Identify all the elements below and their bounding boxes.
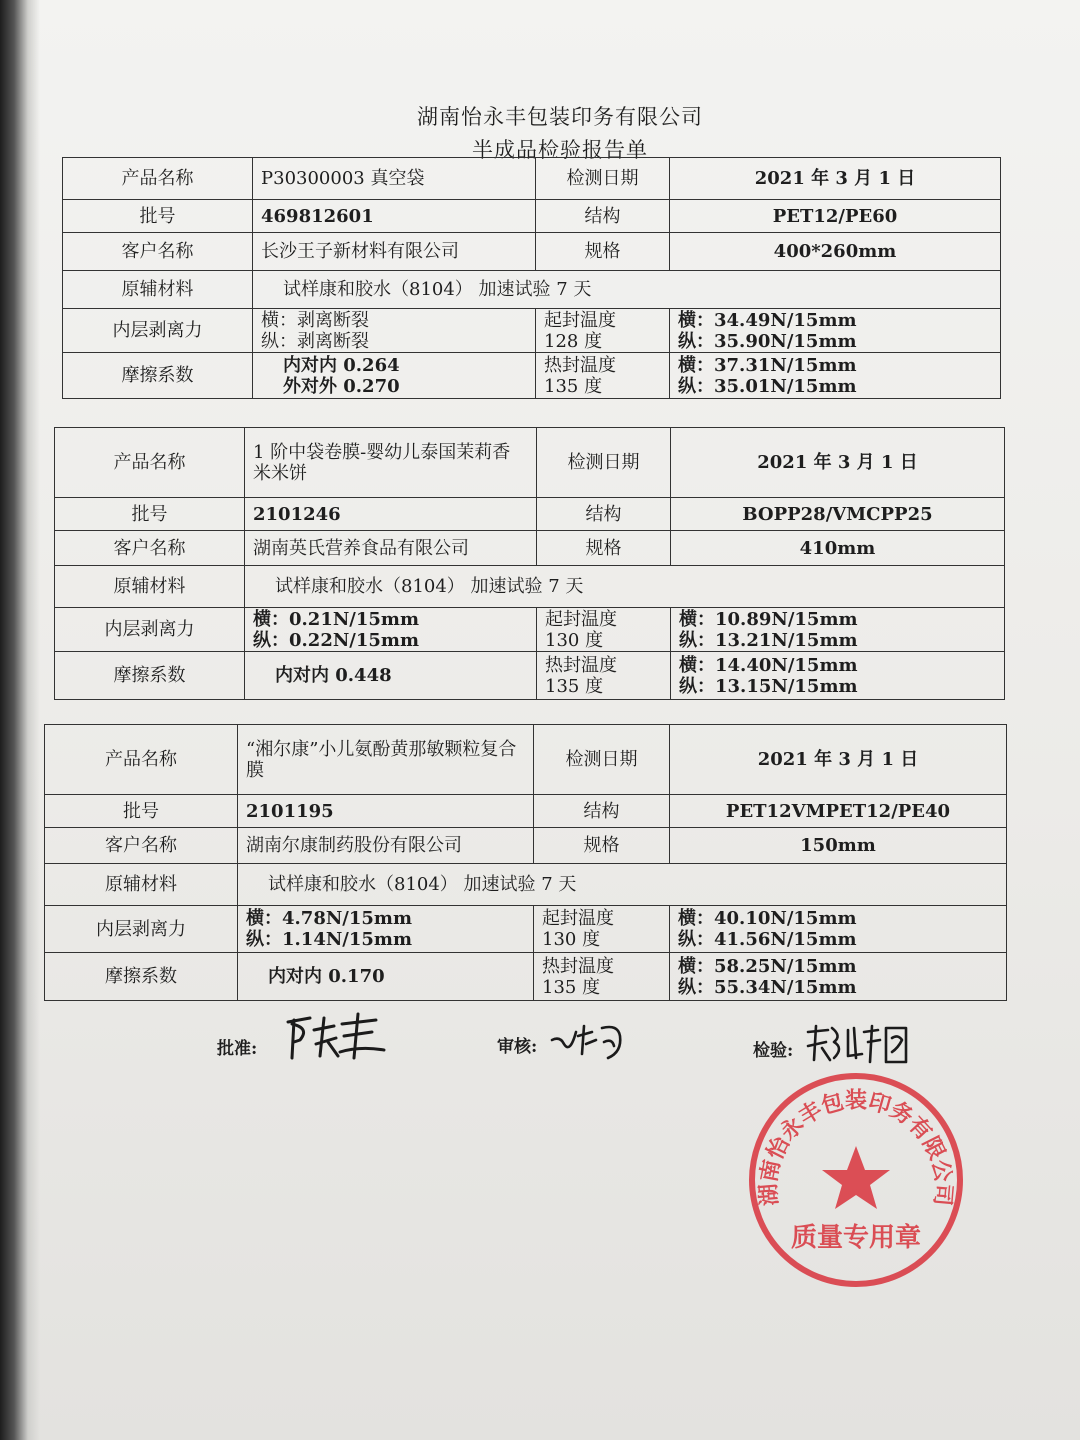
- structure-value: BOPP28/VMCPP25: [671, 498, 1005, 531]
- heat-values: [671, 652, 1005, 700]
- product-name-value: 1 阶中袋卷膜-婴幼儿泰国茉莉香米米饼: [245, 428, 537, 498]
- structure-value: PET12VMPET12/PE40: [670, 795, 1007, 828]
- seal-values: [670, 309, 1001, 353]
- friction-inner: 内对内 0.448: [275, 665, 392, 686]
- batch-no-label: 批号: [63, 200, 253, 233]
- batch-no-label: 批号: [55, 498, 245, 531]
- report-table-3: [44, 724, 1007, 1001]
- report-title: 半成品检验报告单: [472, 138, 648, 162]
- report-table-2: [54, 427, 1005, 700]
- inspect-date-label: 检测日期: [534, 725, 670, 795]
- heat-values: [670, 353, 1001, 399]
- friction-values: [253, 353, 536, 399]
- peel-vertical: 纵：0.22N/15mm: [253, 629, 420, 651]
- heat-horizontal: 横：58.25N/15mm: [678, 955, 857, 977]
- peel-vertical: 纵：1.14N/15mm: [246, 929, 413, 950]
- heat-temp-label: 热封温度: [542, 955, 614, 977]
- seal-temp-cell: [536, 309, 670, 353]
- batch-no-value: 2101246: [245, 498, 537, 531]
- customer-label: 客户名称: [63, 233, 253, 271]
- svg-text:湖南怡永丰包装印务有限公司: 湖南怡永丰包装印务有限公司: [756, 1088, 956, 1207]
- peel-label: 内层剥离力: [63, 309, 253, 353]
- seal-horizontal: 横：10.89N/15mm: [679, 608, 858, 630]
- inspect-date-value: 2021 年 3 月 1 日: [671, 428, 1005, 498]
- spec-value: 410mm: [671, 531, 1005, 566]
- heat-vertical: 纵：55.34N/15mm: [678, 976, 857, 998]
- structure-label: 结构: [536, 200, 670, 233]
- friction-values: [245, 652, 537, 700]
- quality-seal-stamp: [744, 1068, 968, 1292]
- structure-value: PET12/PE60: [670, 200, 1001, 233]
- seal-vertical: 纵：35.90N/15mm: [678, 330, 857, 352]
- seal-temp-label: 起封温度: [545, 608, 617, 630]
- heat-temp-cell: [536, 353, 670, 399]
- peel-values: [253, 309, 536, 353]
- peel-label: 内层剥离力: [55, 608, 245, 652]
- product-name-label: 产品名称: [55, 428, 245, 498]
- material-label: 原辅材料: [55, 566, 245, 608]
- friction-label: 摩擦系数: [45, 953, 238, 1001]
- inspect-date-label: 检测日期: [536, 158, 670, 200]
- svg-text:质量专用章: 质量专用章: [790, 1223, 922, 1253]
- seal-vertical: 纵：13.21N/15mm: [679, 629, 858, 651]
- heat-vertical: 纵：35.01N/15mm: [678, 375, 857, 397]
- heat-vertical: 纵：13.15N/15mm: [679, 675, 858, 697]
- peel-values: [245, 608, 537, 652]
- approve-label: 批准:: [217, 1039, 258, 1059]
- heat-horizontal: 横：14.40N/15mm: [679, 654, 858, 676]
- spec-label: 规格: [536, 233, 670, 271]
- peel-label: 内层剥离力: [45, 906, 238, 953]
- review-signature: [548, 1014, 632, 1064]
- heat-temp-degree: 135 度: [545, 675, 604, 697]
- material-value: 试样康和胶水（8104） 加速试验 7 天: [238, 864, 1007, 906]
- heat-temp-cell: [537, 652, 671, 700]
- seal-temp-label: 起封温度: [544, 309, 616, 331]
- inspect-signature: [802, 1018, 912, 1070]
- product-name-label: 产品名称: [45, 725, 238, 795]
- inspect-date-label: 检测日期: [537, 428, 671, 498]
- customer-label: 客户名称: [45, 828, 238, 864]
- spec-label: 规格: [537, 531, 671, 566]
- spec-value: 150mm: [670, 828, 1007, 864]
- friction-values: [238, 953, 534, 1001]
- structure-label: 结构: [537, 498, 671, 531]
- review-label: 审核:: [497, 1037, 538, 1057]
- heat-values: [670, 953, 1007, 1001]
- customer-value: 湖南英氏营养食品有限公司: [245, 531, 537, 566]
- report-table-1: [62, 157, 1001, 399]
- batch-no-label: 批号: [45, 795, 238, 828]
- peel-horizontal: 横：0.21N/15mm: [253, 608, 420, 630]
- product-name-label: 产品名称: [63, 158, 253, 200]
- company-name: 湖南怡永丰包装印务有限公司: [417, 105, 703, 129]
- seal-horizontal: 横：34.49N/15mm: [678, 309, 857, 331]
- material-value: 试样康和胶水（8104） 加速试验 7 天: [253, 271, 1001, 309]
- customer-label: 客户名称: [55, 531, 245, 566]
- inspect-date-value: 2021 年 3 月 1 日: [670, 158, 1001, 200]
- seal-temp-cell: [537, 608, 671, 652]
- friction-inner: 内对内 0.264: [283, 354, 400, 376]
- spec-label: 规格: [534, 828, 670, 864]
- friction-label: 摩擦系数: [55, 652, 245, 700]
- product-name-value: “湘尔康”小儿氨酚黄那敏颗粒复合膜: [238, 725, 534, 795]
- material-value: 试样康和胶水（8104） 加速试验 7 天: [245, 566, 1005, 608]
- heat-horizontal: 横：37.31N/15mm: [678, 354, 857, 376]
- heat-temp-cell: [534, 953, 670, 1001]
- batch-no-value: 469812601: [253, 200, 536, 233]
- seal-vertical: 纵：41.56N/15mm: [678, 929, 857, 950]
- seal-temp-degree: 130 度: [542, 929, 601, 950]
- peel-values: [238, 906, 534, 953]
- heat-temp-label: 热封温度: [545, 654, 617, 676]
- peel-horizontal: 横：剥离断裂: [261, 309, 369, 331]
- structure-label: 结构: [534, 795, 670, 828]
- heat-temp-degree: 135 度: [542, 976, 601, 998]
- material-label: 原辅材料: [63, 271, 253, 309]
- friction-outer: 外对外 0.270: [283, 375, 400, 397]
- seal-temp-degree: 128 度: [544, 330, 603, 352]
- friction-inner: 内对内 0.170: [268, 966, 385, 987]
- seal-values: [671, 608, 1005, 652]
- inspect-label: 检验:: [753, 1041, 794, 1061]
- approve-signature: [280, 1008, 390, 1064]
- product-name-value: P30300003 真空袋: [253, 158, 536, 200]
- page-edge-shadow: [0, 0, 40, 1440]
- customer-value: 湖南尔康制药股份有限公司: [238, 828, 534, 864]
- peel-vertical: 纵：剥离断裂: [261, 330, 369, 352]
- seal-temp-cell: [534, 906, 670, 953]
- spec-value: 400*260mm: [670, 233, 1001, 271]
- material-label: 原辅材料: [45, 864, 238, 906]
- friction-label: 摩擦系数: [63, 353, 253, 399]
- seal-temp-degree: 130 度: [545, 629, 604, 651]
- seal-values: [670, 906, 1007, 953]
- customer-value: 长沙王子新材料有限公司: [253, 233, 536, 271]
- seal-horizontal: 横：40.10N/15mm: [678, 908, 857, 929]
- heat-temp-degree: 135 度: [544, 375, 603, 397]
- inspect-date-value: 2021 年 3 月 1 日: [670, 725, 1007, 795]
- heat-temp-label: 热封温度: [544, 354, 616, 376]
- batch-no-value: 2101195: [238, 795, 534, 828]
- seal-temp-label: 起封温度: [542, 908, 614, 929]
- peel-horizontal: 横：4.78N/15mm: [246, 908, 413, 929]
